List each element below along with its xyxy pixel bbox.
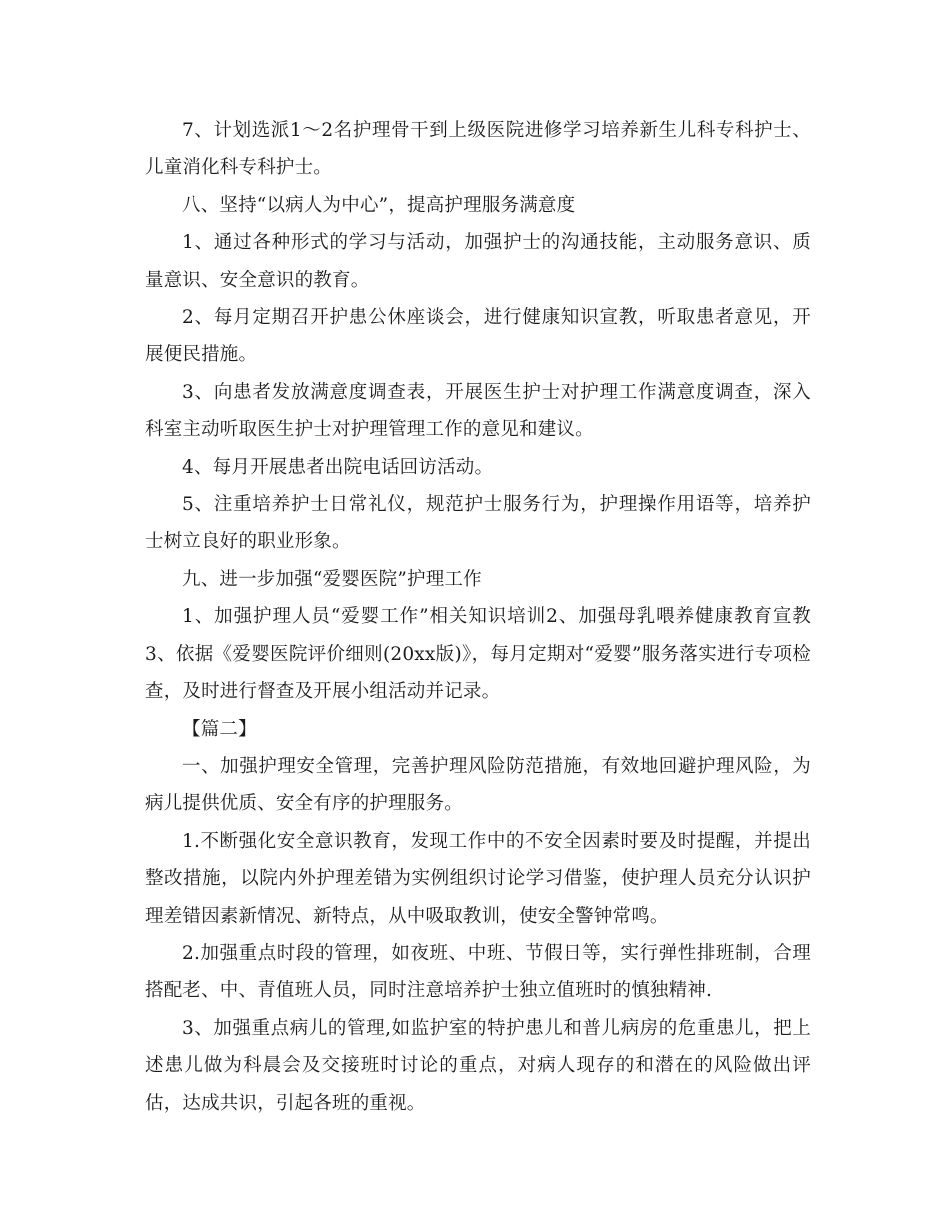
paragraph-phone-followup: 4、每月开展患者出院电话回访活动。 bbox=[182, 456, 494, 478]
section-heading-baby-friendly: 九、进一步加强“爱婴医院”护理工作 bbox=[182, 568, 482, 590]
paragraph-key-patients: 3、加强重点病儿的管理,如监护室的特护患儿和普儿病房的危重患儿，把上述患儿做为科晨会及交接班时讨论的重点，对病人现存的和潜在的风险做出评估，达成共识，引起各班的重视。 bbox=[145, 1017, 811, 1114]
paragraph-satisfaction-survey: 3、向患者发放满意度调查表，开展医生护士对护理工作满意度调查，深入科室主动听取医生护士对护理管理工作的意见和建议。 bbox=[145, 381, 811, 441]
paragraph-communication-skills: 1、通过各种形式的学习与活动，加强护士的沟通技能，主动服务意识、质量意识、安全意识的教育。 bbox=[145, 232, 811, 291]
section-heading-safety-management: 一、加强护理安全管理，完善护理风险防范措施，有效地回避护理风险，为病儿提供优质、安全有序的护理服务。 bbox=[145, 755, 811, 815]
paragraph-baby-friendly-training: 1、加强护理人员“爱婴工作”相关知识培训2、加强母乳喂养健康教育宣教3、依据《爱婴医院评价细则(20xx版)》，每月定期对“爱婴”服务落实进行专项检查，及时进行督查及开展小组活动并记录。 bbox=[145, 606, 811, 703]
document-body bbox=[145, 112, 811, 1122]
paragraph-safety-awareness: 1.不断强化安全意识教育，发现工作中的不安全因素时要及时提醒，并提出整改措施，以院内外护理差错为实例组织讨论学习借鉴，使护理人员充分认识护理差错因素新情况、新特点，从中吸取教训，使安全警钟常鸣。 bbox=[145, 830, 811, 927]
paragraph-nurse-etiquette: 5、注重培养护士日常礼仪，规范护士服务行为，护理操作用语等，培养护士树立良好的职业形象。 bbox=[145, 494, 811, 553]
section-heading-patient-centered: 八、坚持“以病人为中心”，提高护理服务满意度 bbox=[182, 194, 576, 216]
paragraph-key-shifts: 2.加强重点时段的管理，如夜班、中班、节假日等，实行弹性排班制，合理搭配老、中、青值班人员，同时注意培养护士独立值班时的慎独精神. bbox=[145, 942, 811, 1002]
section-heading-part-two: 【篇二】 bbox=[182, 718, 257, 740]
paragraph-plan-item-7: 7、计划选派1～2名护理骨干到上级医院进修学习培养新生儿科专科护士、儿童消化科专科护士。 bbox=[145, 120, 811, 179]
paragraph-patient-meetings: 2、每月定期召开护患公休座谈会，进行健康知识宣教，听取患者意见，开展便民措施。 bbox=[145, 307, 811, 366]
